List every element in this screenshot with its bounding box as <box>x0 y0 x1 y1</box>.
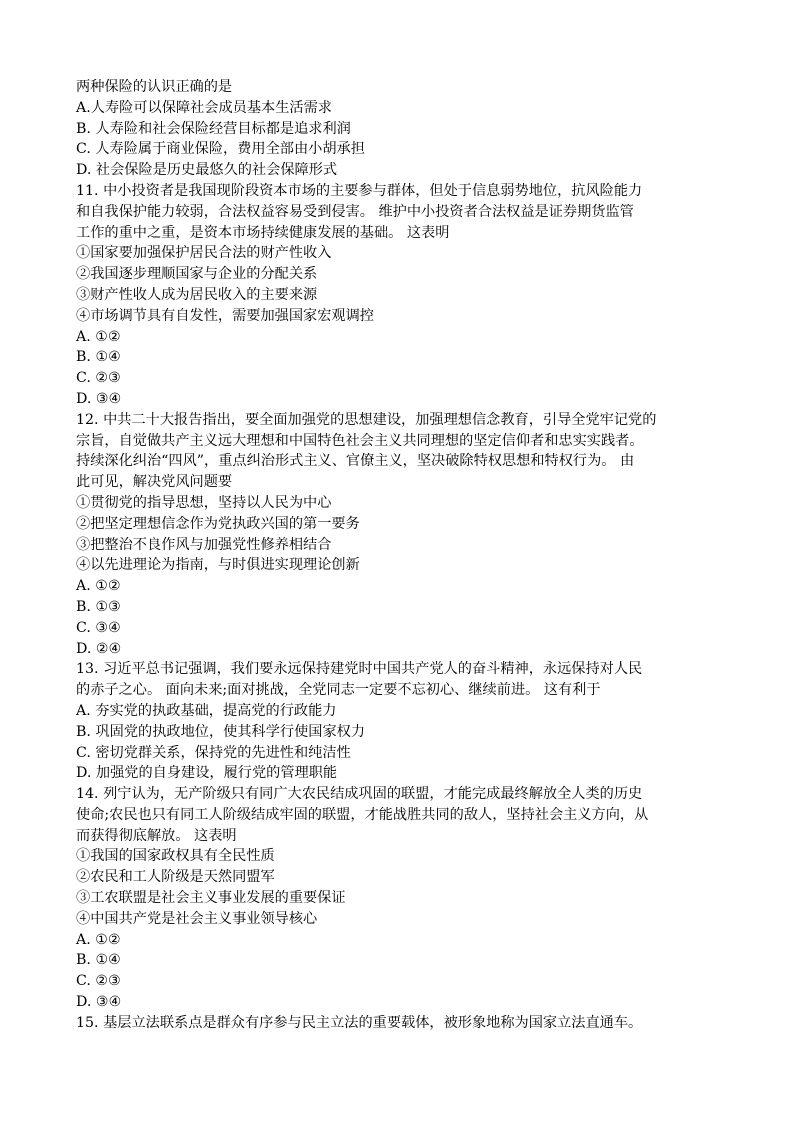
q12-item-4: ④以先进理论为指南，与时俱进实现理论创新 <box>76 557 360 574</box>
q14-option-d: D. ③④ <box>76 994 122 1011</box>
q14-option-c: C. ②③ <box>76 973 121 990</box>
q14-option-a: A. ①② <box>76 931 121 948</box>
q14-item-3: ③工农联盟是社会主义事业发展的重要保证 <box>76 890 346 907</box>
q14-stem-line: 14. 列宁认为，无产阶级只有同广大农民结成巩固的联盟，才能完成最终解放全人类的历史 <box>76 786 643 803</box>
q10-option-a: A.人寿险可以保障社会成员基本生活需求 <box>76 99 332 116</box>
q12-item-3: ③把整治不良作风与加强党性修养相结合 <box>76 536 332 553</box>
q11-item-2: ②我国逐步理顺国家与企业的分配关系 <box>76 266 318 283</box>
q14-stem-line: 使命;农民也只有同工人阶级结成牢固的联盟，才能战胜共同的敌人，坚持社会主义方向，从 <box>76 806 649 823</box>
q10-option-b: B. 人寿险和社会保险经营目标都是追求利润 <box>76 120 351 137</box>
q11-item-3: ③财产性收人成为居民收入的主要来源 <box>76 286 318 303</box>
q10-option-c: C. 人寿险属于商业保险，费用全部由小胡承担 <box>76 141 365 158</box>
q12-option-a: A. ①② <box>76 578 121 595</box>
q12-stem-line: 此可见，解决党风问题要 <box>76 474 233 491</box>
exam-page <box>76 77 726 1034</box>
q11-item-4: ④市场调节具有自发性，需要加强国家宏观调控 <box>76 307 374 324</box>
q13-option-a: A. 夯实党的执政基础，提高党的行政能力 <box>76 702 337 719</box>
q11-option-b: B. ①④ <box>76 349 121 366</box>
q12-option-c: C. ③④ <box>76 619 121 636</box>
q13-stem-line: 13. 习近平总书记强调，我们要永远保持建党时中国共产党人的奋斗精神，永远保持对人民 <box>76 661 643 678</box>
q11-stem-line: 工作的重中之重，是资本市场持续健康发展的基础。 这表明 <box>76 224 450 241</box>
q13-stem-line: 的赤子之心。 面向未来;面对挑战，全党同志一定要不忘初心、继续前进。 这有利于 <box>76 682 601 699</box>
q14-stem-line: 而获得彻底解放。 这表明 <box>76 827 237 844</box>
q10-stem-tail: 两种保险的认识正确的是 <box>76 79 233 95</box>
q12-stem-line: 宗旨，自觉做共产主义远大理想和中国特色社会主义共同理想的坚定信仰者和忠实实践者。 <box>76 432 644 449</box>
q11-option-c: C. ②③ <box>76 370 121 387</box>
q11-stem-line: 11. 中小投资者是我国现阶段资本市场的主要参与群体，但处于信息弱势地位，抗风险能力 <box>76 182 643 199</box>
q14-item-2: ②农民和工人阶级是天然同盟军 <box>76 869 275 886</box>
q13-option-c: C. 密切党群关系，保持党的先进性和纯洁性 <box>76 744 351 761</box>
q13-option-d: D. 加强党的自身建设，履行党的管理职能 <box>76 765 338 782</box>
q12-item-1: ①贯彻党的指导思想，坚持以人民为中心 <box>76 494 332 511</box>
q13-option-b: B. 巩固党的执政地位，使其科学行使国家权力 <box>76 723 366 740</box>
q11-option-a: A. ①② <box>76 328 121 345</box>
q14-item-1: ①我国的国家政权具有全民性质 <box>76 848 275 865</box>
q14-item-4: ④中国共产党是社会主义事业领导核心 <box>76 910 318 927</box>
q11-option-d: D. ③④ <box>76 390 122 407</box>
q12-item-2: ②把坚定理想信念作为党执政兴国的第一要务 <box>76 515 360 532</box>
q12-stem-line: 持续深化纠治“四风”，重点纠治形式主义、官僚主义，坚决破除特权思想和特权行为。 由 <box>76 453 635 470</box>
q12-stem-line: 12. 中共二十大报告指出，要全面加强党的思想建设，加强理想信念教育，引导全党牢记党的 <box>76 411 657 428</box>
q12-option-d: D. ②④ <box>76 640 122 657</box>
q15-stem-line: 15. 基层立法联系点是群众有序参与民主立法的重要载体，被形象地称为国家立法直通车。 <box>76 1014 643 1031</box>
q11-item-1: ①国家要加强保护居民合法的财产性收入 <box>76 245 332 262</box>
q10-option-d: D. 社会保险是历史最悠久的社会保障形式 <box>76 162 338 179</box>
q14-option-b: B. ①④ <box>76 952 121 969</box>
q11-stem-line: 和自我保护能力较弱，合法权益容易受到侵害。 维护中小投资者合法权益是证券期货监管 <box>76 203 634 220</box>
q12-option-b: B. ①③ <box>76 598 121 615</box>
